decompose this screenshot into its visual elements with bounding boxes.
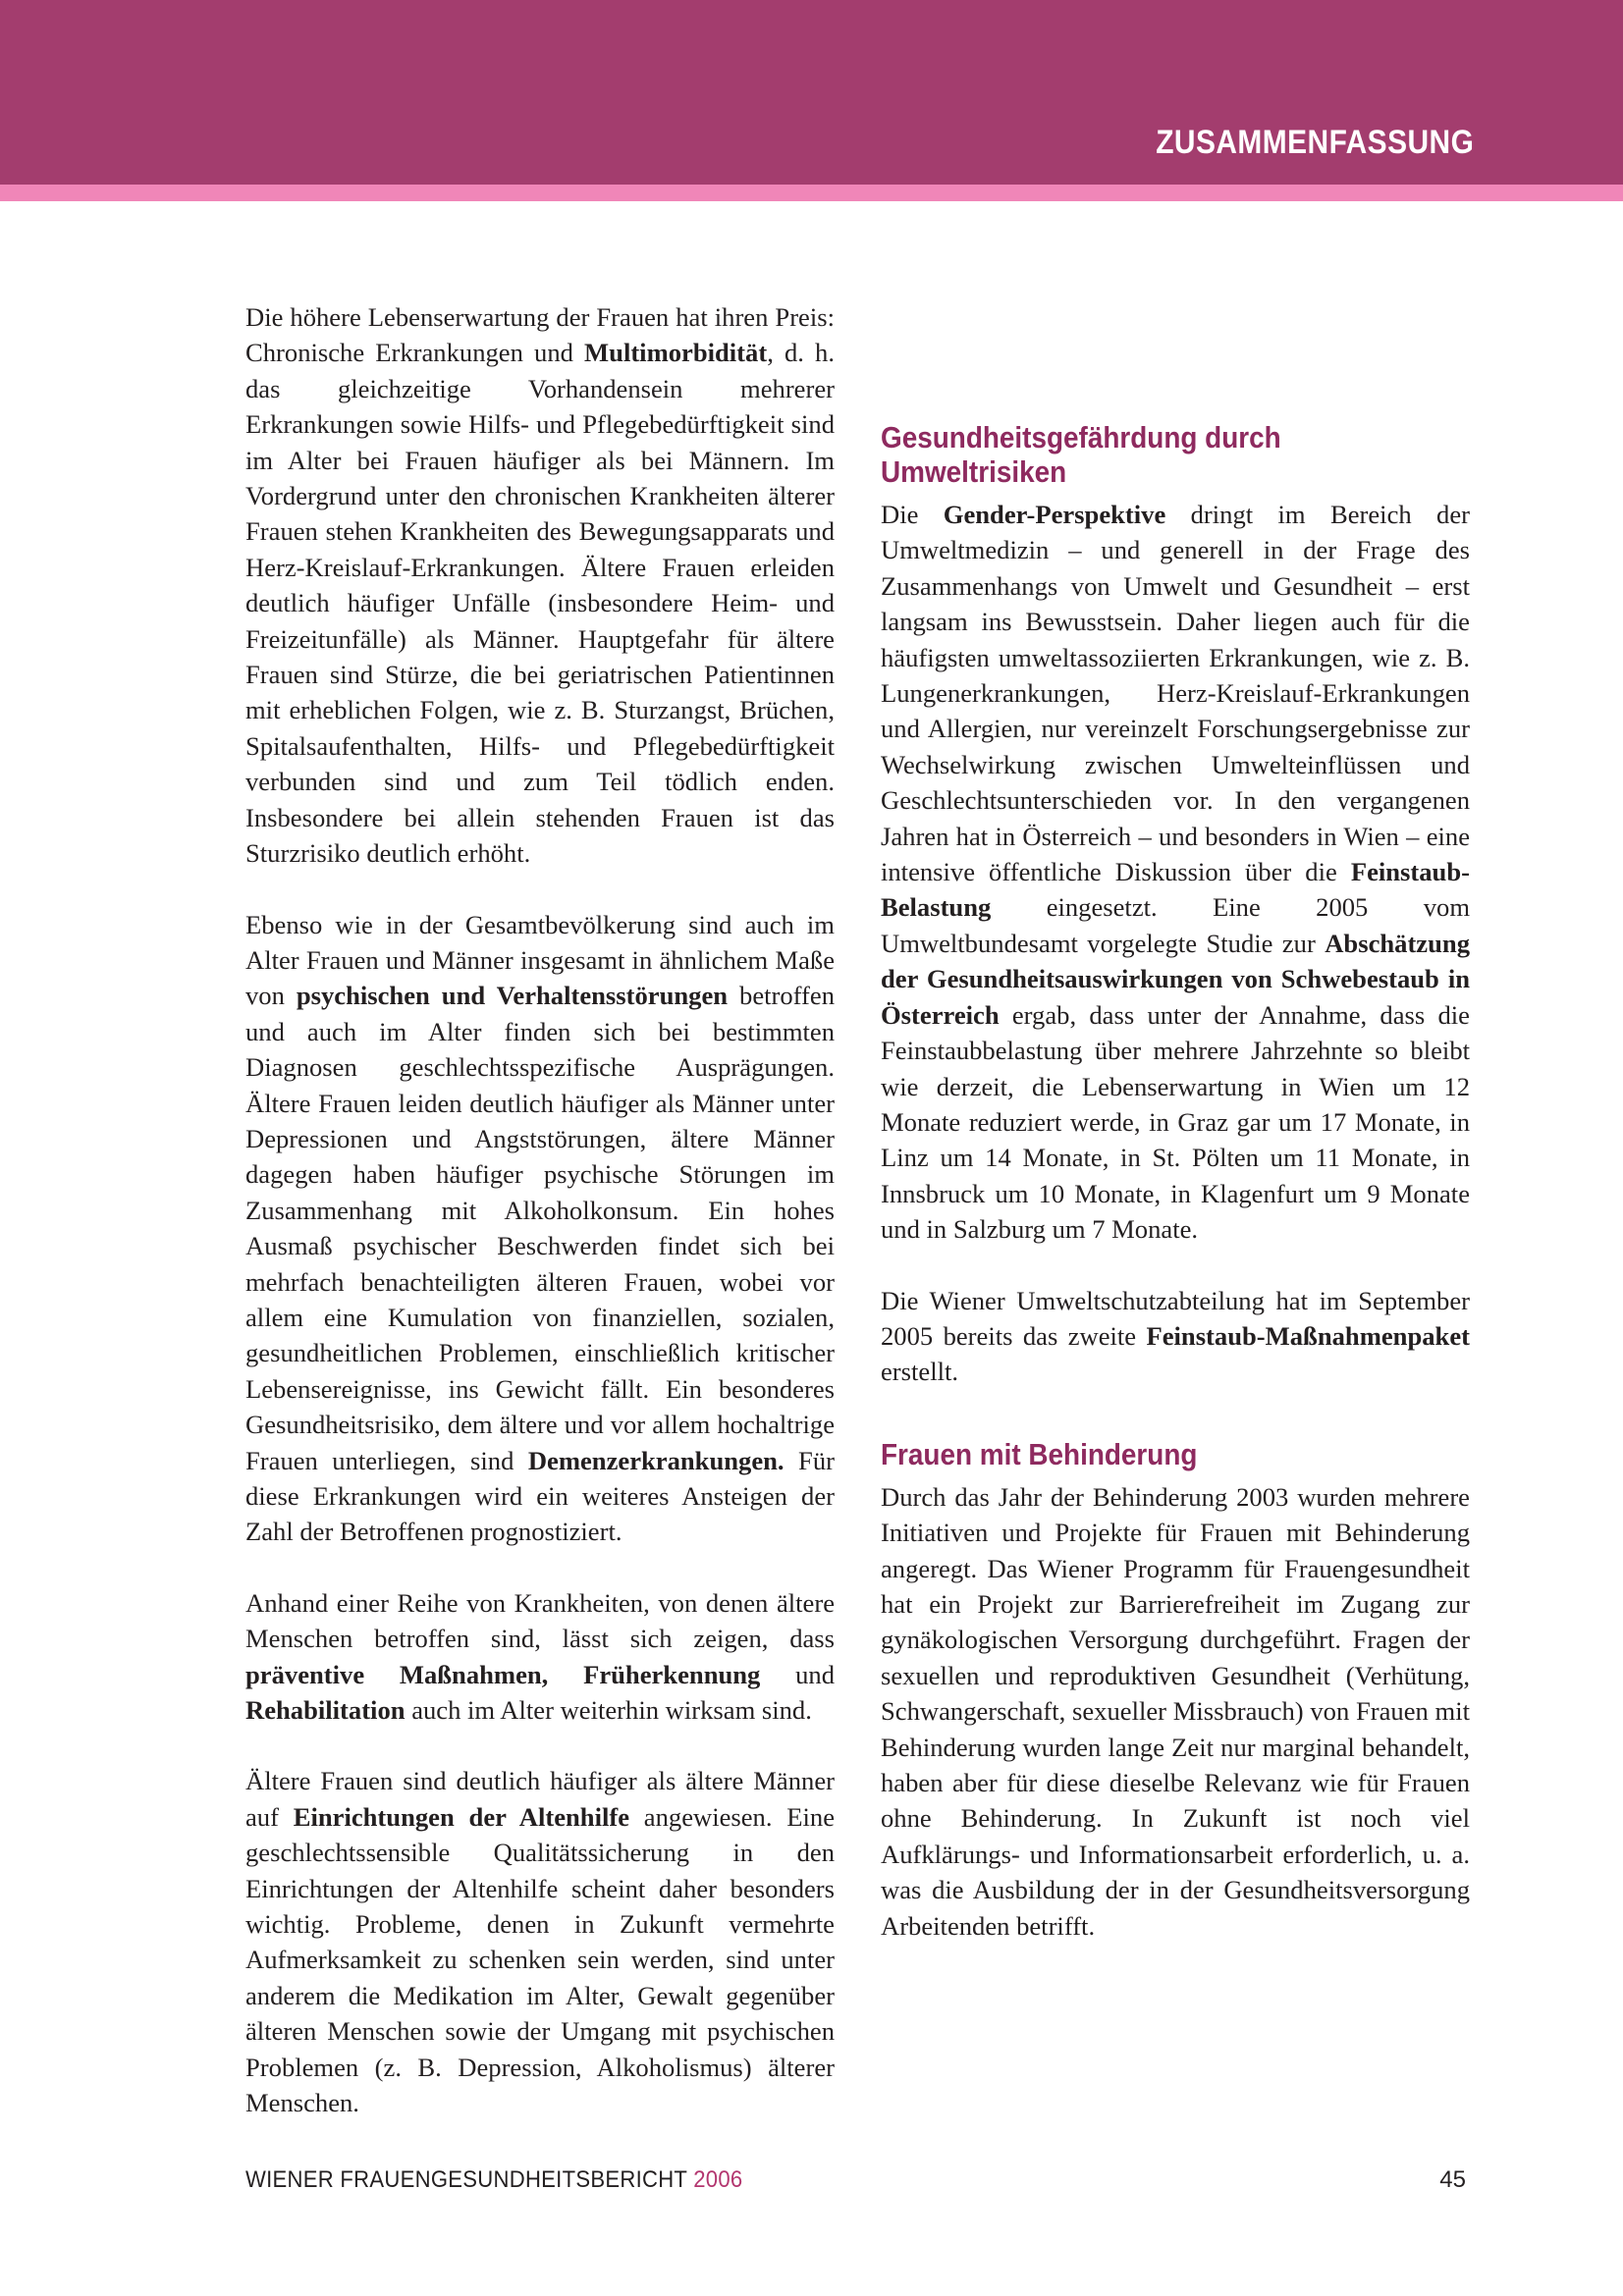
text: auch im Alter weiterhin wirksam sind. [405,1695,812,1726]
footer-report-name: WIENER FRAUENGESUNDHEITSBERICHT [245,2166,687,2193]
text: Anhand einer Reihe von Krankheiten, von denen ältere Menschen betroffen sind, lässt sich zeigen, dass [245,1587,835,1654]
right-column [881,420,1470,1944]
bold-term: Einrichtungen der Altenhilfe [293,1801,630,1832]
text: und [760,1659,835,1689]
section-title: ZUSAMMENFASSUNG [1155,124,1474,161]
paragraph [245,299,835,872]
text: angewiesen. Eine geschlechtssensible Qualitätssicherung in den Einrichtungen der Altenhilfe scheint daher besonders wichtig. Probleme, denen in Zukunft vermehrte Aufmerksamkeit zu schenken sein werden, sind unter anderem die Medikation im Alter, Gewalt gegenüber älteren Menschen sowie der Umgang mit psychischen Problemen (z. B. Depression, Alkoholismus) älterer Menschen. [245,1801,836,2118]
left-column [245,299,835,2121]
text: ergab, dass unter der Annahme, dass die Feinstaubbelastung über mehrere Jahrzehnte so bleibt wie derzeit, die Lebenserwartung in Wien um 12 Monate reduziert werde, in Graz gar um 17 Monate, in Linz um 14 Monate, in St. Pölten um 11 Monate, in Innsbruck um 10 Monate, in Klagenfurt um 9 Monate und in Salzburg um 7 Monate. [881,999,1470,1245]
section-heading: Gesundheitsgefährdung durch Umweltrisiken [881,420,1281,489]
section-heading: Frauen mit Behinderung [881,1436,1198,1471]
paragraph [245,1585,835,1729]
paragraph [245,907,835,1550]
bold-term: Abschätzung der Gesundheitsauswirkungen von Schwebestaub in Österreich [881,928,1470,1030]
bold-term: präventive Maßnahmen, Früherkennung [245,1659,761,1689]
text: Ältere Frauen sind deutlich häufiger als ältere Männer auf [245,1766,835,1832]
page-number: 45 [1439,2166,1466,2193]
text: Die Wiener Umweltschutzabteilung hat im September 2005 bereits das zweite [881,1285,1470,1351]
text: Ebenso wie in der Gesamtbevölkerung sind auch im Alter Frauen und Männer insgesamt in ähnlichem Maße von [245,909,835,1011]
bold-term: Rehabilitation [245,1695,406,1726]
bold-term: Gender-Perspektive [943,500,1166,529]
bold-term: Feinstaub-Maßnahmenpaket [1146,1320,1470,1351]
bold-term: Demenzerkrankungen. [527,1445,784,1475]
header-stripe [0,185,1623,201]
text: erstellt. [881,1357,959,1387]
bold-term: Feinstaub-Belastung [881,857,1470,923]
paragraph [245,1763,835,2120]
text: Die höhere Lebenserwartung der Frauen hat ihren Preis: Chronische Erkrankungen und [245,302,835,368]
text: dringt im Bereich der Umweltmedizin – und generell in der Frage des Zusammenhangs von Umwelt und Gesundheit – erst langsam ins Bewusstsein. Daher liegen auch für die häufigsten umweltassoziierten Erkrankungen, wie z. B. Lungenerkrankungen, Herz-Kreislauf-Erkrankungen und Allergien, nur vereinzelt Forschungsergebnisse zur Wechselwirkung zwischen Umwelteinflüssen und Geschlechtsunterschieden vor. In den vergangenen Jahren hat in Österreich – und besonders in Wien – eine intensive öffentliche Diskussion über die [881,500,1471,887]
footer-year: 2006 [693,2166,743,2193]
paragraph: Durch das Jahr der Behinderung 2003 wurden mehrere Initiativen und Projekte für Frauen mit Behinderung angeregt. Das Wiener Programm für Frauengesundheit hat ein Projekt zur Barrierefreiheit im Zugang zur gynäkologischen Versorgung durchgeführt. Fragen der sexuellen und reproduktiven Gesundheit (Verhütung, Schwangerschaft, sexueller Missbrauch) von Frauen mit Behinderung wurden lange Zeit nur marginal behandelt, haben aber für diese dieselbe Relevanz wie für Frauen ohne Behinderung. In Zukunft ist noch viel Aufklärungs- und Informationsarbeit erforderlich, u. a. was die Ausbildung der in der Gesundheitsversorgung Arbeitenden betrifft. [881,1481,1470,1941]
paragraph [881,497,1470,1248]
bold-term: Multimorbidität [584,338,768,368]
text: Für diese Erkrankungen wird ein weiteres Ansteigen der Zahl der Betroffenen prognostiziert. [245,1445,835,1547]
text: , d. h. das gleichzeitige Vorhandensein mehrerer Erkrankungen sowie Hilfs- und Pflegebedürftigkeit sind im Alter bei Frauen häufiger als bei Männern. Im Vordergrund unter den chronischen Krankheiten älterer Frauen stehen Krankheiten des Bewegungsapparats und Herz-Kreislauf-Erkrankungen. Ältere Frauen erleiden deutlich häufiger Unfälle (insbesondere Heim- und Freizeitunfälle) als Männer. Hauptgefahr für ältere Frauen sind Stürze, die bei geriatrischen Patientinnen mit erheblichen Folgen, wie z. B. Sturzangst, Brüchen, Spitalsaufenthalten, Hilfs- und Pflegebedürftigkeit verbunden sind und zum Teil tödlich enden. Insbesondere bei allein stehenden Frauen ist das Sturzrisiko deutlich erhöht. [245,338,835,869]
footer-title [245,2166,742,2194]
paragraph [881,1283,1470,1390]
text: Die [881,500,944,529]
text: eingesetzt. Eine 2005 vom Umweltbundesamt vorgelegte Studie zur [881,892,1470,958]
bold-term: psychischen und Verhaltensstörungen [296,981,729,1011]
text: betroffen und auch im Alter finden sich bei bestimmten Diagnosen geschlechtsspezifische Ausprägungen. Ältere Frauen leiden deutlich häufiger als Männer unter Depressionen und Angststörungen, ältere Männer dagegen haben häufiger psychische Störungen im Zusammenhang mit Alkoholkonsum. Ein hohes Ausmaß psychischer Beschwerden findet sich bei mehrfach benachteiligten älteren Frauen, wobei vor allem eine Kumulation von finanziellen, sozialen, gesundheitlichen Problemen, einschließlich kritischer Lebensereignisse, ins Gewicht fällt. Ein besonderes Gesundheitsrisiko, dem ältere und vor allem hochaltrige Frauen unterliegen, sind [245,981,835,1475]
